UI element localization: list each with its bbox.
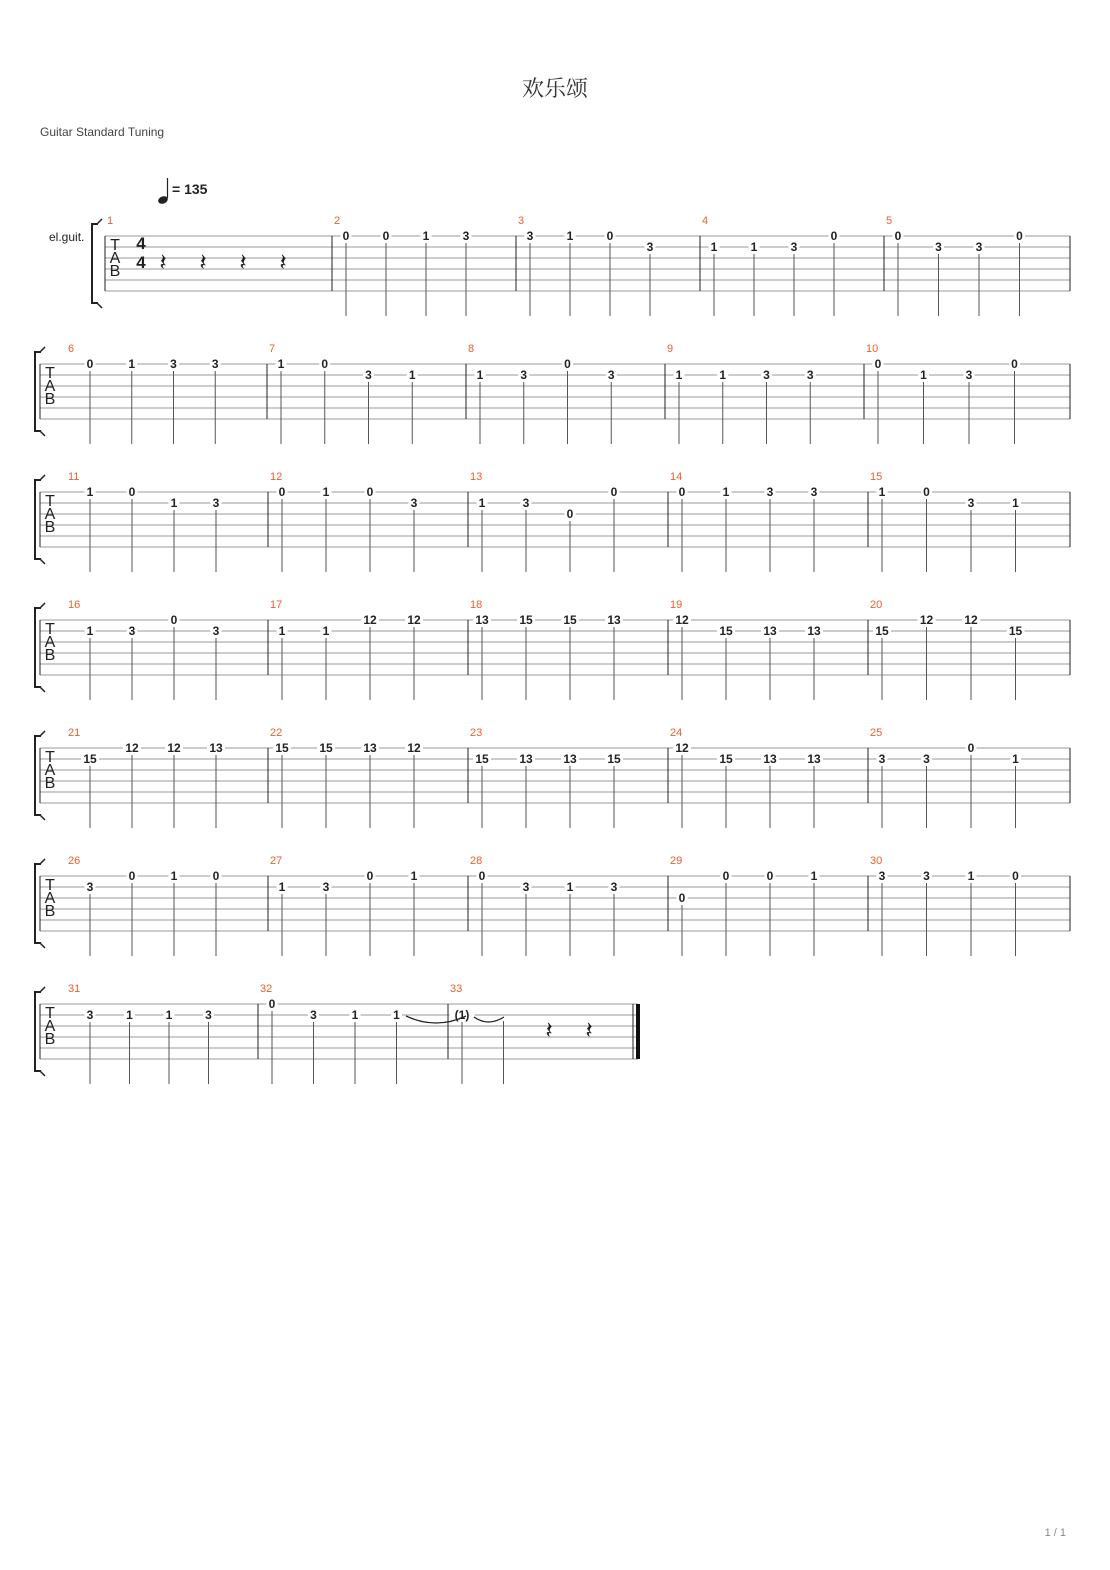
fret-number: 15	[563, 613, 577, 627]
fret-number: 1	[967, 869, 975, 883]
bracket-hook	[40, 987, 45, 992]
fret-number: 3	[526, 229, 534, 243]
tab-clef-letter: B	[44, 1031, 56, 1048]
measure-number: 31	[68, 983, 81, 995]
time-signature-top: 4	[136, 234, 146, 253]
fret-number: 3	[763, 368, 770, 382]
fret-number: 1	[86, 485, 94, 499]
fret-number: 1	[566, 229, 574, 243]
fret-number: 13	[563, 752, 577, 766]
fret-number: 3	[522, 880, 530, 894]
quarter-rest: 𝄽	[545, 1017, 553, 1044]
fret-number: 0	[86, 357, 94, 371]
fret-number: 0	[678, 485, 686, 499]
fret-number: 13	[607, 613, 621, 627]
measure-number: 2	[334, 215, 341, 227]
bracket-hook	[40, 431, 45, 436]
tab-clef-letter: B	[44, 519, 56, 536]
fret-number: 15	[719, 624, 733, 638]
measure-number: 30	[870, 855, 883, 867]
fret-number: 15	[275, 741, 289, 755]
fret-number: 1	[722, 485, 730, 499]
measure-number: 18	[470, 599, 483, 611]
fret-number: 1	[278, 880, 286, 894]
measure-number: 25	[870, 727, 883, 739]
tab-clef-letter: A	[44, 506, 56, 523]
tab-clef-letter: A	[44, 1018, 56, 1035]
tab-clef-letter: A	[44, 890, 56, 907]
fret-number: 1	[478, 496, 486, 510]
fret-number: 0	[1011, 357, 1018, 371]
fret-number: 12	[675, 741, 689, 755]
fret-number: 3	[607, 368, 615, 382]
instrument-label: el.guit.	[49, 230, 85, 244]
fret-number: 1	[878, 485, 886, 499]
fret-number: 0	[366, 869, 374, 883]
page-number: 1 / 1	[1044, 1527, 1066, 1539]
tab-clef-letter: A	[44, 634, 56, 651]
fret-number: 3	[310, 1008, 317, 1022]
quarter-rest: 𝄽	[585, 1017, 593, 1044]
fret-number: 3	[86, 880, 94, 894]
fret-number: 1	[719, 368, 727, 382]
measure-number: 33	[450, 983, 463, 995]
measure-number: 27	[270, 855, 283, 867]
quarter-rest: 𝄽	[159, 249, 167, 276]
fret-number: 0	[1012, 869, 1019, 883]
tab-clef-letter: T	[45, 365, 55, 382]
score-title: 欢乐颂	[521, 77, 588, 102]
fret-number: 3	[790, 240, 798, 254]
fret-number: 13	[475, 613, 489, 627]
bracket-hook	[40, 475, 45, 480]
measure-number: 4	[702, 215, 709, 227]
fret-number: 0	[212, 869, 220, 883]
fret-number: 3	[923, 752, 930, 766]
fret-number: 15	[875, 624, 889, 638]
fret-number: 0	[128, 485, 136, 499]
fret-number: 15	[475, 752, 489, 766]
quarter-rest: 𝄽	[239, 249, 247, 276]
fret-number: 3	[810, 485, 818, 499]
measure-number: 13	[470, 471, 483, 483]
tab-clef-letter: T	[45, 749, 55, 766]
tab-clef-letter: B	[44, 647, 56, 664]
tab-clef-letter: T	[45, 493, 55, 510]
measure-number: 32	[260, 983, 273, 995]
fret-number: 1	[408, 368, 416, 382]
fret-number: 15	[719, 752, 733, 766]
tie-arc	[474, 1017, 504, 1022]
fret-number: 1	[476, 368, 484, 382]
measure-number: 20	[870, 599, 883, 611]
bracket-hook	[40, 559, 45, 564]
quarter-rest: 𝄽	[199, 249, 207, 276]
fret-number: (1)	[454, 1008, 470, 1022]
measure-number: 29	[670, 855, 683, 867]
fret-number: 12	[675, 613, 689, 627]
tab-clef-letter: B	[44, 391, 56, 408]
fret-number: 1	[393, 1008, 400, 1022]
fret-number: 12	[919, 613, 934, 627]
fret-number: 3	[878, 752, 886, 766]
tab-clef-letter: T	[45, 621, 55, 638]
fret-number: 1	[278, 624, 286, 638]
measure-number: 6	[68, 343, 75, 355]
tab-clef-letter: T	[110, 237, 120, 254]
fret-number: 13	[363, 741, 377, 755]
fret-number: 3	[520, 368, 528, 382]
fret-number: 0	[766, 869, 774, 883]
fret-number: 1	[422, 229, 430, 243]
measure-number: 28	[470, 855, 483, 867]
bracket-hook	[40, 603, 45, 608]
measure-number: 9	[667, 343, 674, 355]
fret-number: 3	[923, 869, 930, 883]
fret-number: 0	[1016, 229, 1023, 243]
fret-number: 0	[170, 613, 178, 627]
fret-number: 1	[165, 1008, 173, 1022]
fret-number: 0	[874, 357, 882, 371]
fret-number: 3	[878, 869, 886, 883]
fret-number: 0	[278, 485, 286, 499]
fret-number: 0	[967, 741, 975, 755]
measure-number: 21	[68, 727, 81, 739]
fret-number: 0	[478, 869, 486, 883]
bracket-hook	[40, 859, 45, 864]
measure-number: 19	[670, 599, 683, 611]
fret-number: 1	[351, 1008, 359, 1022]
fret-number: 1	[675, 368, 683, 382]
fret-number: 15	[607, 752, 621, 766]
fret-number: 0	[128, 869, 136, 883]
fret-number: 1	[128, 357, 136, 371]
fret-number: 1	[1012, 752, 1019, 766]
measure-number: 7	[269, 343, 276, 355]
measure-number: 3	[518, 215, 525, 227]
bracket-hook	[40, 1071, 45, 1076]
bracket-hook	[97, 219, 102, 224]
fret-number: 1	[750, 240, 758, 254]
fret-number: 15	[319, 741, 333, 755]
fret-number: 15	[83, 752, 97, 766]
fret-number: 0	[678, 891, 686, 905]
fret-number: 12	[964, 613, 978, 627]
tab-clef-letter: B	[44, 775, 56, 792]
tab-clef-letter: T	[45, 1005, 55, 1022]
measure-number: 22	[270, 727, 283, 739]
fret-number: 3	[610, 880, 618, 894]
fret-number: 15	[519, 613, 533, 627]
fret-number: 12	[167, 741, 181, 755]
quarter-rest: 𝄽	[279, 249, 287, 276]
fret-number: 3	[365, 368, 372, 382]
fret-number: 12	[363, 613, 377, 627]
fret-number: 3	[212, 624, 220, 638]
fret-number: 13	[763, 624, 777, 638]
fret-number: 1	[277, 357, 285, 371]
fret-number: 13	[209, 741, 223, 755]
fret-number: 12	[407, 741, 421, 755]
tempo-mark: = 135	[172, 181, 208, 197]
fret-number: 1	[566, 880, 574, 894]
fret-number: 15	[1008, 624, 1023, 638]
bracket-hook	[40, 815, 45, 820]
system-bracket	[92, 224, 98, 303]
fret-number: 0	[321, 357, 329, 371]
measure-number: 17	[270, 599, 283, 611]
tab-clef-letter: B	[44, 903, 56, 920]
fret-number: 3	[86, 1008, 94, 1022]
fret-number: 0	[830, 229, 838, 243]
fret-number: 1	[920, 368, 927, 382]
fret-number: 13	[807, 624, 821, 638]
time-signature-bottom: 4	[136, 253, 146, 272]
fret-number: 1	[170, 869, 178, 883]
fret-number: 13	[763, 752, 777, 766]
fret-number: 1	[810, 869, 818, 883]
tab-clef-letter: A	[109, 250, 121, 267]
fret-number: 3	[975, 240, 983, 254]
fret-number: 12	[407, 613, 421, 627]
measure-number: 15	[870, 471, 883, 483]
fret-number: 12	[125, 741, 139, 755]
tab-clef-letter: A	[44, 762, 56, 779]
fret-number: 3	[967, 496, 975, 510]
fret-number: 13	[807, 752, 821, 766]
bracket-hook	[97, 303, 102, 308]
bracket-hook	[40, 731, 45, 736]
fret-number: 0	[342, 229, 350, 243]
measure-number: 16	[68, 599, 81, 611]
measure-number: 1	[107, 215, 114, 227]
fret-number: 1	[322, 485, 330, 499]
fret-number: 0	[564, 357, 571, 371]
measure-number: 14	[670, 471, 683, 483]
fret-number: 3	[766, 485, 774, 499]
fret-number: 0	[366, 485, 374, 499]
tuning-label: Guitar Standard Tuning	[40, 125, 165, 139]
tab-clef-letter: A	[44, 378, 56, 395]
fret-number: 1	[86, 624, 94, 638]
tab-clef-letter: T	[45, 877, 55, 894]
fret-number: 3	[522, 496, 530, 510]
bracket-hook	[40, 687, 45, 692]
bracket-hook	[40, 943, 45, 948]
measure-number: 23	[470, 727, 483, 739]
measure-number: 12	[270, 471, 283, 483]
fret-number: 3	[935, 240, 942, 254]
fret-number: 1	[1012, 496, 1019, 510]
fret-number: 3	[212, 496, 220, 510]
fret-number: 3	[128, 624, 136, 638]
fret-number: 13	[519, 752, 533, 766]
fret-number: 0	[382, 229, 390, 243]
fret-number: 1	[710, 240, 718, 254]
tab-clef-letter: B	[109, 263, 121, 280]
fret-number: 0	[566, 507, 574, 521]
fret-number: 1	[170, 496, 178, 510]
measure-number: 26	[68, 855, 81, 867]
measure-number: 24	[670, 727, 683, 739]
fret-number: 0	[923, 485, 930, 499]
fret-number: 0	[606, 229, 614, 243]
bracket-hook	[40, 347, 45, 352]
fret-number: 3	[965, 368, 973, 382]
fret-number: 0	[610, 485, 618, 499]
fret-number: 0	[894, 229, 902, 243]
fret-number: 3	[806, 368, 814, 382]
measure-number: 5	[886, 215, 893, 227]
fret-number: 1	[126, 1008, 133, 1022]
fret-number: 0	[268, 997, 276, 1011]
fret-number: 1	[322, 624, 330, 638]
fret-number: 3	[462, 229, 470, 243]
fret-number: 3	[205, 1008, 212, 1022]
fret-number: 3	[646, 240, 654, 254]
fret-number: 0	[722, 869, 730, 883]
fret-number: 1	[410, 869, 418, 883]
measure-number: 11	[68, 471, 80, 483]
fret-number: 3	[322, 880, 330, 894]
fret-number: 3	[211, 357, 219, 371]
measure-number: 8	[468, 343, 475, 355]
fret-number: 3	[410, 496, 418, 510]
measure-number: 10	[866, 343, 879, 355]
fret-number: 3	[170, 357, 177, 371]
